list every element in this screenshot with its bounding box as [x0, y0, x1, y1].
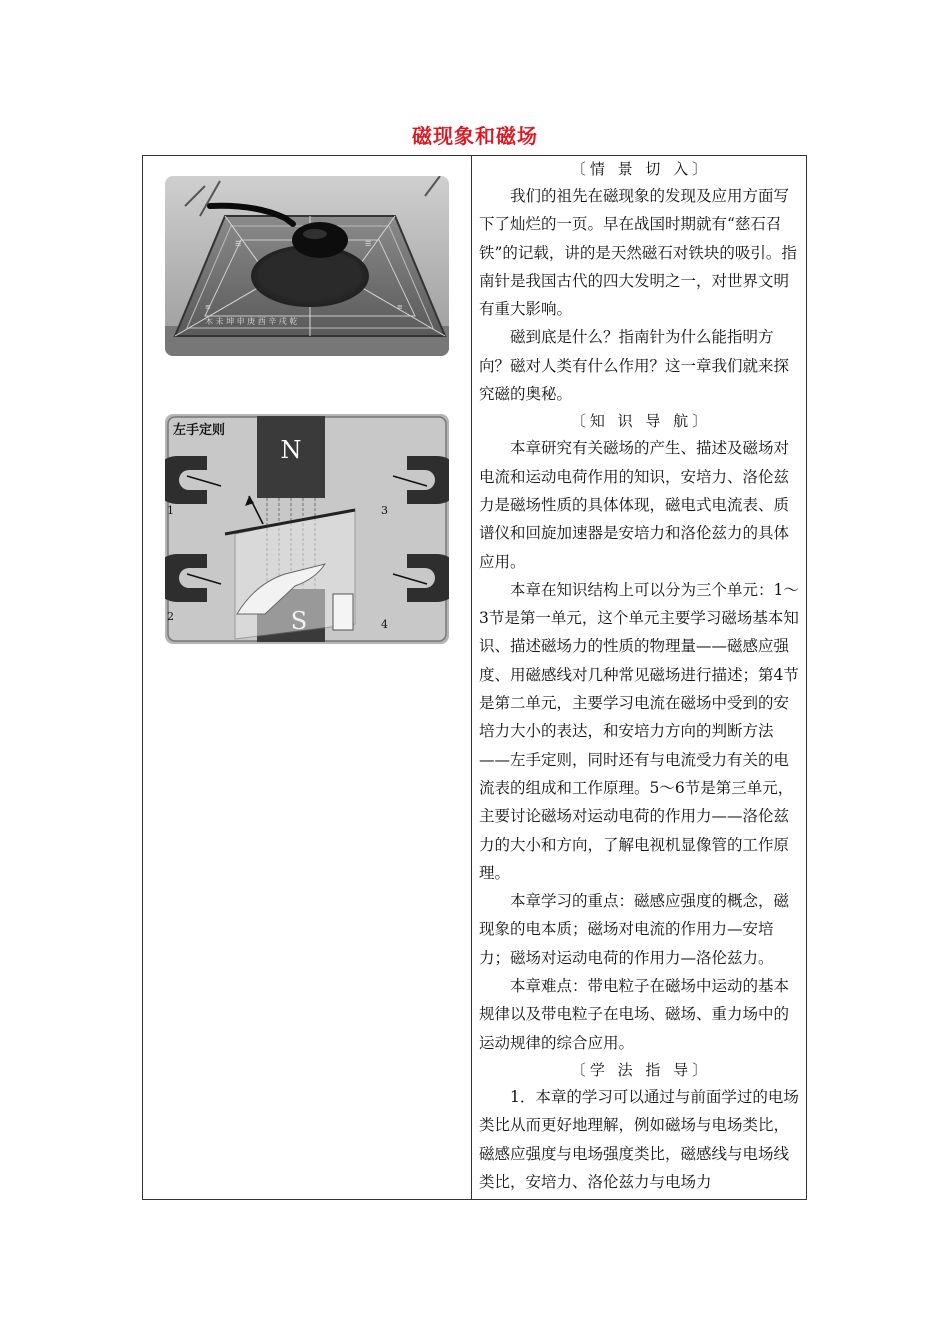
left-hand-rule-label: 左手定则	[173, 423, 226, 438]
svg-text:☰: ☰	[235, 240, 242, 248]
situation-heading: 〔情 景 切 入〕	[570, 160, 712, 178]
figure-number-2: 2	[167, 610, 174, 623]
left-hand-rule-figure	[165, 414, 449, 644]
situation-paragraph-2: 磁到底是什么？指南针为什么能指明方向？磁对人类有什么作用？这一章我们就来探究磁的奥秘。	[479, 328, 790, 404]
guide-paragraph-4: 本章难点：带电粒子在磁场中运动的基本规律以及带电粒子在电场、磁场、重力场中的运动规律的综合应用。	[479, 977, 790, 1052]
pole-n-label: N	[280, 436, 302, 464]
svg-text:木 未 坤 申 庚 酉 辛 戌 乾: 木 未 坤 申 庚 酉 辛 戌 乾	[205, 317, 298, 326]
page-title: 磁现象和磁场	[412, 124, 538, 148]
compass-figure	[165, 176, 449, 356]
guide-paragraph-2: 本章在知识结构上可以分为三个单元：1～3节是第一单元，这个单元主要学习磁场基本知识、描述磁场力的性质的物理量——磁感应强度、用磁感线对几种常见磁场进行描述；第4节是第二单元，主要学习电流在磁场中受到的安培力大小的表达，和安培力方向的判断方法——左手定则，同时还有与电流受力有关的电流表的组成和工作原理。5～6节是第三单元，主要讨论磁场对运动电荷的作用力——洛伦兹力的大小和方向，了解电视机显像管的工作原理。	[479, 580, 799, 882]
left-hand-rule-image	[165, 414, 449, 644]
svg-text:≡: ≡	[397, 303, 403, 311]
text-column	[479, 156, 803, 1199]
method-paragraph-1: 1．本章的学习可以通过与前面学过的电场类比从而更好地理解，例如磁场与电场类比，磁感应强度与电场强度类比，磁感线与电场线类比，安培力、洛伦兹力与电场力	[479, 1087, 799, 1191]
svg-text:☰: ☰	[365, 240, 372, 248]
guide-heading: 〔知 识 导 航〕	[570, 412, 712, 431]
column-divider	[471, 156, 472, 1199]
guide-paragraph-1: 本章研究有关磁场的产生、描述及磁场对电流和运动电荷作用的知识，安培力、洛伦兹力是磁场性质的具体体现，磁电式电流表、质谱仪和回旋加速器是安培力和洛伦兹力的具体应用。	[479, 439, 790, 571]
figure-number-1: 1	[167, 504, 174, 517]
figure-column	[143, 156, 471, 1199]
method-heading: 〔学 法 指 导〕	[570, 1060, 712, 1079]
method-section	[479, 1057, 803, 1196]
content-table	[142, 155, 807, 1200]
situation-paragraph-1: 我们的祖先在磁现象的发现及应用方面写下了灿烂的一页。早在战国时期就有“慈石召铁”的记载，讲的是天然磁石对铁块的吸引。指南针是我国古代的四大发明之一，对世界文明有重大影响。	[479, 187, 797, 319]
situation-section	[479, 156, 803, 408]
figure-number-3: 3	[381, 504, 388, 517]
figure-number-4: 4	[381, 618, 388, 631]
guide-section	[479, 408, 803, 1057]
compass-image	[165, 176, 449, 356]
guide-paragraph-3: 本章学习的重点：磁感应强度的概念，磁现象的电本质；磁场对电流的作用力—安培力；磁场对运动电荷的作用力—洛伦兹力。	[479, 892, 790, 967]
svg-text:≡: ≡	[205, 303, 211, 311]
